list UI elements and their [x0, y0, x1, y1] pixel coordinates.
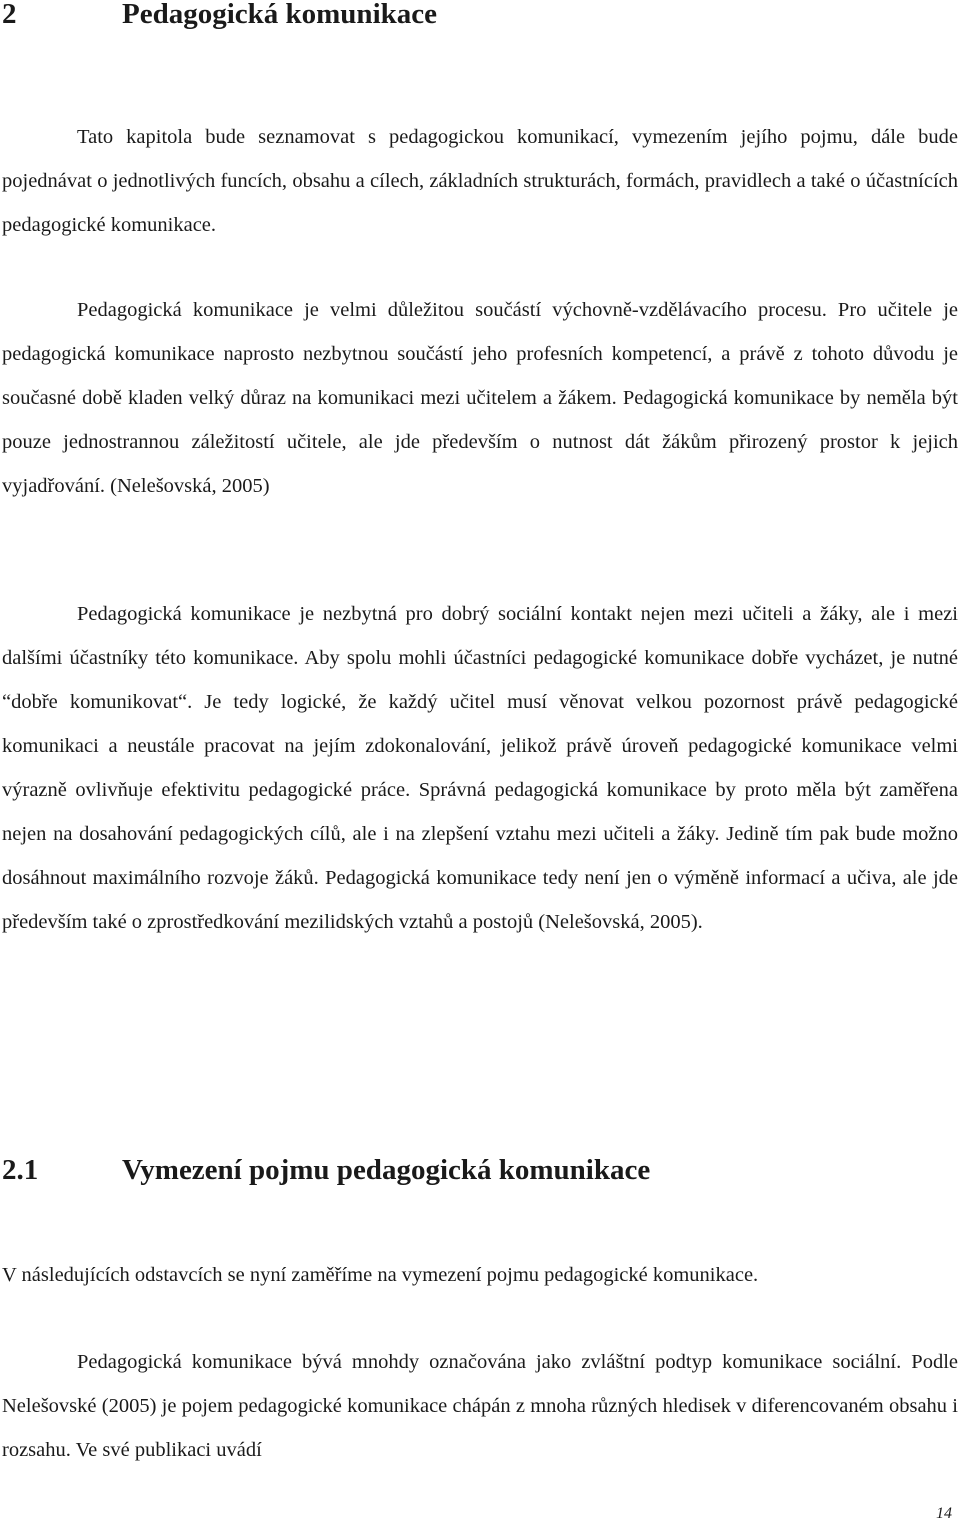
paragraph-intro: Tato kapitola bude seznamovat s pedagogickou komunikací, vymezením jejího pojmu, dále bude pojednávat o jednotlivých funcích, obsahu a cílech, základních strukturách, formách, pravidlech a také o účastnících pedagogické komunikace. [2, 126, 958, 236]
section-heading [2, 1150, 650, 1190]
chapter-number: 2 [2, 0, 17, 30]
paragraph-importance: Pedagogická komunikace je velmi důležitou součástí výchovně-vzdělávacího procesu. Pro učitele je pedagogická komunikace naprosto nezbytnou součástí jeho profesních kompetencí, a právě z tohoto důvodu je současné době kladen velký důraz na komunikaci mezi učitelem a žákem. Pedagogická komunikace by neměla být pouze jednostrannou záležitostí učitele, ale jde především o nutnost dát žákům přirozený prostor k jejich vyjadřování. (Nelešovská, 2005) [2, 299, 958, 497]
section-title: Vymezení pojmu pedagogická komunikace [122, 1154, 651, 1186]
paragraph-section-intro: V následujících odstavcích se nyní zaměříme na vymezení pojmu pedagogické komunikace. [2, 1264, 759, 1286]
chapter-title: Pedagogická komunikace [122, 0, 437, 30]
section-number: 2.1 [2, 1154, 39, 1186]
paragraph-necessity: Pedagogická komunikace je nezbytná pro dobrý sociální kontakt nejen mezi učiteli a žáky, ale i mezi dalšími účastníky této komunikace. Aby spolu mohli účastníci pedagogické komunikace dobře vycházet, je nutné “dobře komunikovat“. Je tedy logické, že každý učitel musí věnovat velkou pozornost právě pedagogické komunikaci a neustále pracovat na jejím zdokonalování, jelikož právě úroveň pedagogické komunikace velmi výrazně ovlivňuje efektivitu pedagogické práce. Správná pedagogická komunikace by proto měla být zaměřena nejen na dosahování pedagogických cílů, ale i na zlepšení vztahu mezi učiteli a žáky. Jedině tím pak bude možno dosáhnout maximálního rozvoje žáků. Pedagogická komunikace tedy není jen o výměně informací a učiva, ale jde především také o zprostředkování mezilidských vztahů a postojů (Nelešovská, 2005). [2, 603, 958, 933]
page-number: 14 [936, 1505, 952, 1522]
paragraph-definition: Pedagogická komunikace bývá mnohdy označována jako zvláštní podtyp komunikace sociální. Podle Nelešovské (2005) je pojem pedagogické komunikace chápán z mnoha různých hledisek v diferencovaném obsahu i rozsahu. Ve své publikaci uvádí [2, 1351, 958, 1461]
chapter-heading [2, 0, 437, 34]
